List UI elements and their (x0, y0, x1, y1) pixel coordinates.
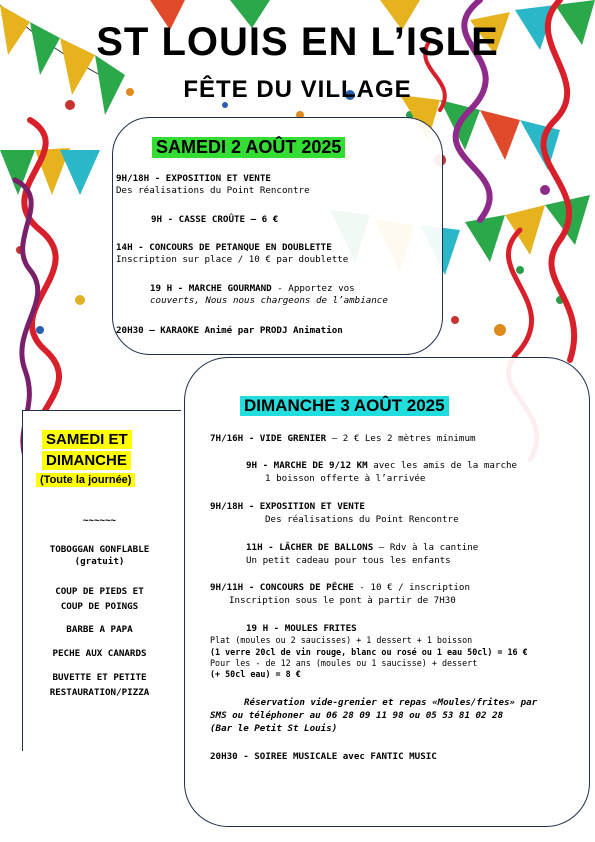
sun-item-6-line-2: (1 verre 20cl de vin rouge, blanc ou rosé ou 1 eau 50cl) = 16 € (210, 647, 528, 657)
sat-item-2-title: 9H - CASSE CROÛTE – 6 € (151, 214, 279, 225)
sat-item-4-rest: - Apportez vos (271, 283, 355, 294)
activity-5-l1: BUVETTE ET PETITE (52, 672, 147, 683)
sun-item-1 (210, 433, 476, 445)
sun-item-4 (246, 542, 478, 554)
sun-item-6-title: 19 H - MOULES FRITES (246, 623, 357, 634)
activity-1-l1: TOBOGGAN GONFLABLE (49, 544, 150, 555)
both-days-heading-2: DIMANCHE (42, 451, 131, 470)
sat-item-1-detail: Des réalisations du Point Rencontre (116, 185, 310, 196)
activity-2-l1: COUP DE PIEDS ET (55, 586, 144, 597)
activity-3: BARBE A PAPA (66, 624, 133, 635)
activity-5-l2: RESTAURATION/PIZZA (49, 687, 150, 698)
sun-item-6-line-3: Pour les - de 12 ans (moules ou 1 saucisse) + dessert (210, 658, 478, 668)
sat-item-4-title (150, 283, 355, 295)
reservation-line-2: SMS ou téléphoner au 06 28 09 11 98 ou 05 53 81 02 28 (210, 710, 504, 721)
sun-item-6-line-4: (+ 50cl eau) = 8 € (210, 669, 301, 679)
sun-item-5 (210, 582, 470, 594)
sun-item-2 (246, 460, 517, 472)
sun-item-5-rest: - 10 € / inscription (353, 582, 470, 593)
sun-item-4-bold: 11H - LÂCHER DE BALLONS (246, 542, 374, 553)
sun-item-5-detail: Inscription sous le pont à partir de 7H30 (229, 595, 456, 606)
activity-1-l2: (gratuit) (74, 556, 125, 567)
sun-item-1-rest: – 2 € Les 2 mètres minimum (326, 433, 476, 444)
sun-item-5-bold: 9H/11H - CONCOURS DE PÊCHE (210, 582, 354, 593)
sun-item-3-detail: Des réalisations du Point Rencontre (265, 514, 459, 525)
sat-item-4-detail: couverts, Nous nous chargeons de l’ambiance (150, 295, 388, 306)
sat-item-3-title: 14H - CONCOURS DE PETANQUE EN DOUBLETTE (116, 242, 332, 253)
reservation-line-1: Réservation vide-grenier et repas «Moules/frites» par (244, 697, 538, 708)
sun-item-1-bold: 7H/16H - VIDE GRENIER (210, 433, 327, 444)
sunday-heading: DIMANCHE 3 AOÛT 2025 (240, 396, 449, 416)
sun-item-2-bold: 9H - MARCHE DE 9/12 KM (246, 460, 368, 471)
both-days-heading-1: SAMEDI ET (42, 430, 132, 449)
sat-item-1-title: 9H/18H - EXPOSITION ET VENTE (116, 173, 271, 184)
page-title: ST LOUIS EN L’ISLE (96, 20, 499, 64)
sun-item-4-rest: – Rdv à la cantine (373, 542, 479, 553)
sun-item-4-detail: Un petit cadeau pour tous les enfants (246, 555, 451, 566)
page-subtitle: FÊTE DU VILLAGE (183, 76, 412, 103)
sun-item-2-rest: avec les amis de la marche (367, 460, 518, 471)
sat-item-4-bold: 19 H - MARCHE GOURMAND (150, 283, 272, 294)
sun-item-2-detail: 1 boisson offerte à l’arrivée (265, 473, 426, 484)
both-days-subheading: (Toute la journée) (36, 473, 135, 487)
reservation-line-3: (Bar le Petit St Louis) (210, 723, 338, 734)
activity-4: PECHE AUX CANARDS (52, 648, 147, 659)
both-days-separator: ~~~~~~ (82, 515, 117, 526)
sun-item-8-title: 20H30 - SOIREE MUSICALE avec FANTIC MUSIC (210, 751, 437, 762)
saturday-heading: SAMEDI 2 AOÛT 2025 (152, 137, 345, 158)
sun-item-3-title: 9H/18H - EXPOSITION ET VENTE (210, 501, 365, 512)
activity-2-l2: COUP DE POINGS (60, 601, 139, 612)
sun-item-6-line-1: Plat (moules ou 2 saucisses) + 1 dessert + 1 boisson (210, 635, 473, 645)
sat-item-3-detail: Inscription sur place / 10 € par doublette (116, 254, 349, 265)
sat-item-5-title: 20H30 – KARAOKE Animé par PRODJ Animation (116, 325, 343, 336)
